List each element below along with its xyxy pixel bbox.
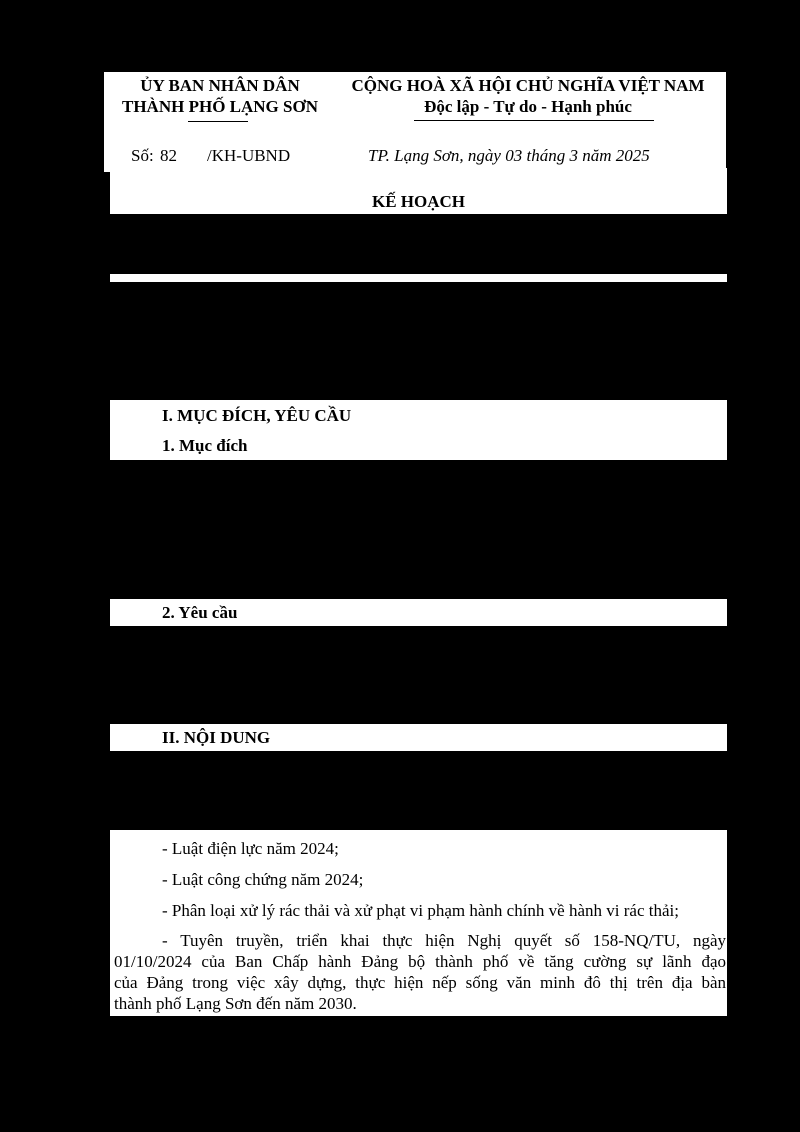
section-2-title: II. NỘI DUNG: [162, 728, 271, 747]
paragraph-line: - Tuyên truyền, triển khai thực hiện Nghị quyết số 158-NQ/TU, ngày: [162, 931, 726, 950]
doc-number-suffix: /KH-UBND: [207, 146, 291, 165]
section-1-title: I. MỤC ĐÍCH, YÊU CẦU: [162, 406, 352, 425]
motto-underline: [414, 120, 654, 121]
doc-number-value: 82: [160, 146, 177, 165]
agency-name-line1: ỦY BAN NHÂN DÂN: [140, 76, 300, 95]
agency-underline: [188, 121, 248, 122]
national-title: CỘNG HOÀ XÃ HỘI CHỦ NGHĨA VIỆT NAM: [351, 76, 705, 95]
paragraph-line: 01/10/2024 của Ban Chấp hành Đảng bộ thành phố về tăng cường sự lãnh đạo: [114, 952, 726, 971]
agency-name-line2: THÀNH PHỐ LẠNG SƠN: [122, 97, 318, 116]
separator-strip: [110, 274, 727, 282]
place-date: TP. Lạng Sơn, ngày 03 tháng 3 năm 2025: [368, 146, 650, 165]
paragraph-line: của Đảng trong việc xây dựng, thực hiện nếp sống văn minh đô thị trên địa bàn: [114, 973, 726, 992]
document-type-title: KẾ HOẠCH: [371, 192, 466, 211]
section-1-sub-purpose: 1. Mục đích: [162, 436, 248, 455]
paragraph-line: thành phố Lạng Sơn đến năm 2030.: [114, 994, 357, 1013]
list-item: - Luật công chứng năm 2024;: [162, 870, 364, 889]
list-item: - Phân loại xử lý rác thải và xử phạt vi phạm hành chính về hành vi rác thải;: [162, 901, 679, 920]
section-1-sub-requirements: 2. Yêu cầu: [162, 603, 238, 622]
doc-number-label: Số:: [131, 146, 154, 165]
list-item: - Luật điện lực năm 2024;: [162, 839, 339, 858]
national-motto: Độc lập - Tự do - Hạnh phúc: [424, 97, 632, 116]
